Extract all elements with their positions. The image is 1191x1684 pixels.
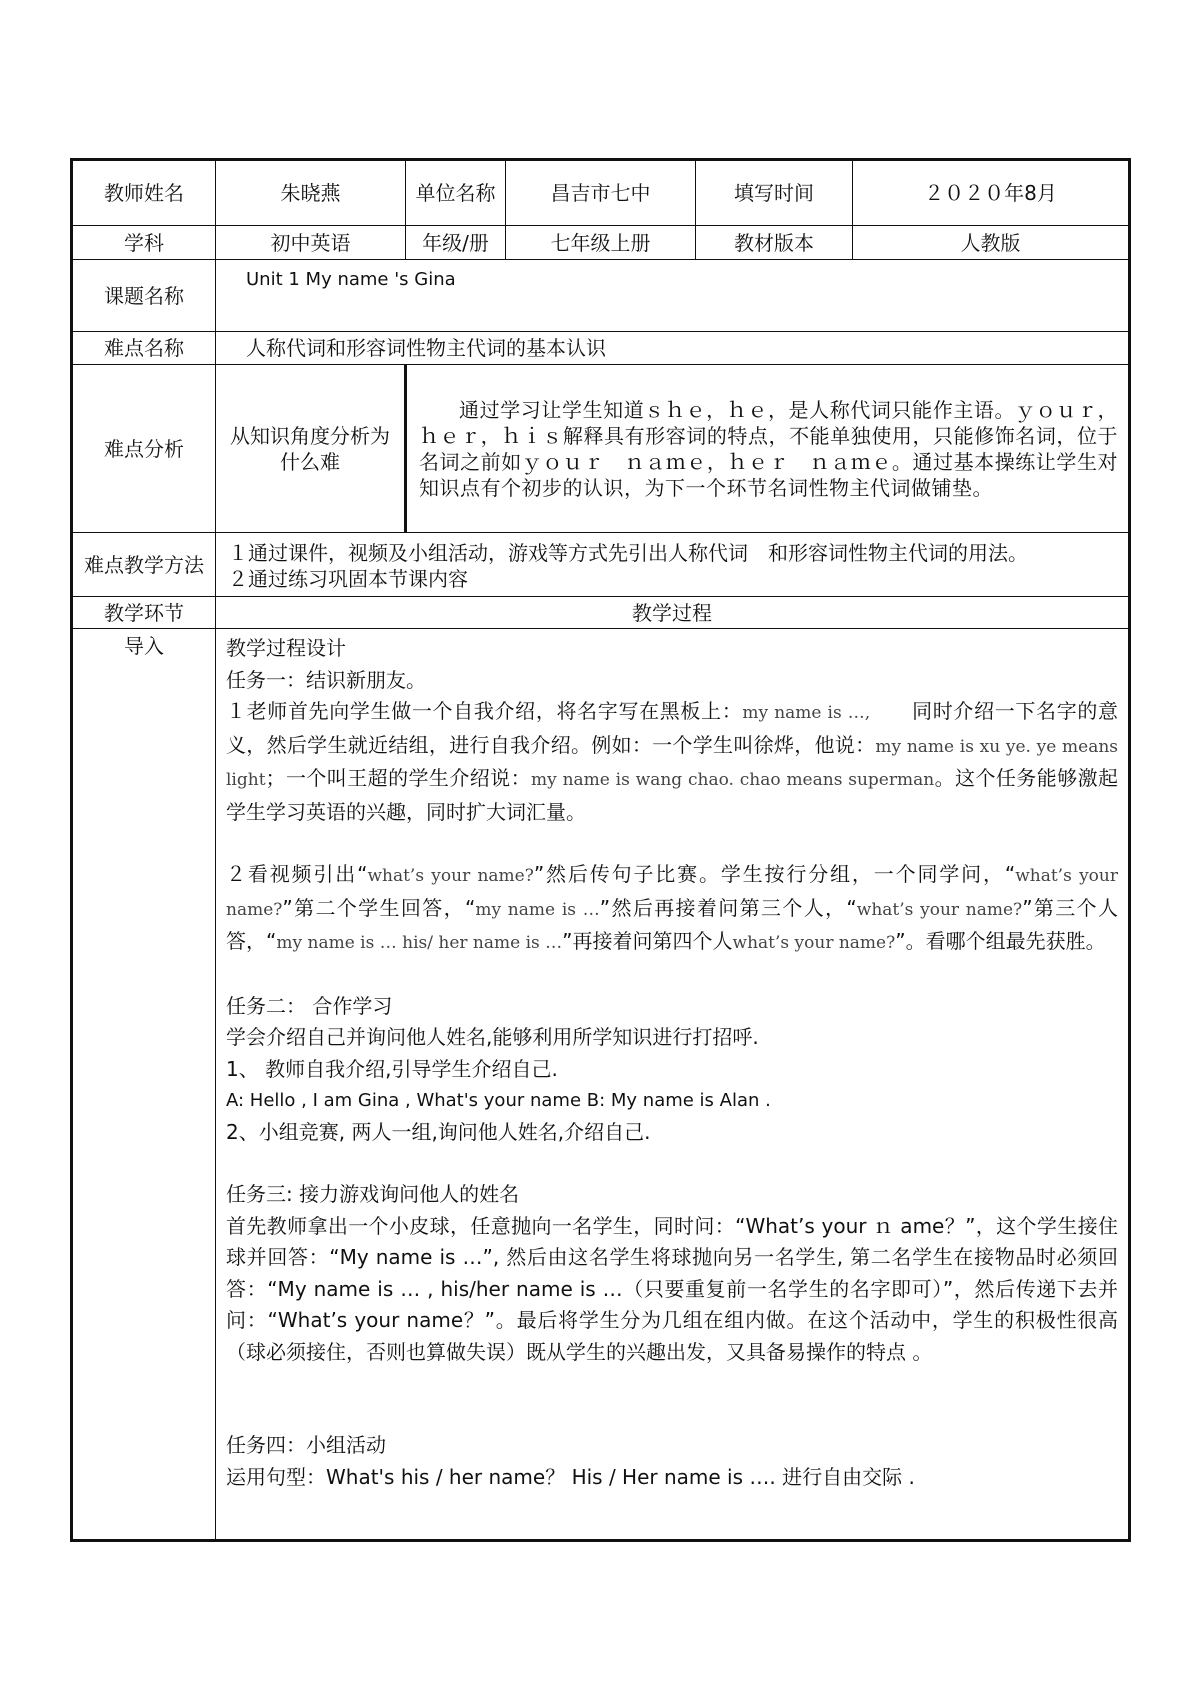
unit-label: 单位名称 (406, 160, 506, 226)
method-text (216, 533, 1130, 597)
task2-item-1: 1、 教师自我介绍,引导学生介绍自己. (226, 1056, 558, 1081)
task1-paragraph-2 (226, 859, 1118, 960)
teacher-label: 教师姓名 (72, 160, 216, 226)
header-row-1 (72, 160, 1130, 226)
task1-p1-text-f: my name is wang chao. chao means superman (531, 770, 935, 790)
task4-title: 任务四：小组活动 (226, 1433, 386, 1457)
grade-label: 年级/册 (406, 226, 506, 260)
spacer (226, 1148, 1118, 1179)
task1-p2-text-g: ”然后再接着问第三个人，“ (599, 895, 857, 920)
stage-header-row (72, 597, 1130, 629)
task1-p2-text-l: what’s your name? (732, 933, 896, 953)
task2-title: 任务二： 合作学习 (226, 993, 393, 1018)
analysis-text: 通过学习让学生知道ｓｈｅ，ｈｅ，是人称代词只能作主语。ｙｏｕｒ，ｈｅｒ，ｈｉｓ解释具有形容词的特点，不能单独使用，只能修饰名词，位于名词之前如ｙｏｕｒ ｎａｍｅ，ｈｅｒ ｎａｍｅ。通过基本操练让学生对知识点有个初步的认识，为下一个环节名词性物主代词做铺垫。 (406, 365, 1130, 533)
subject-label: 学科 (72, 226, 216, 260)
task1-p2-text-f: my name is … (475, 899, 600, 920)
design-title: 教学过程设计 (226, 636, 346, 660)
difficulty-label: 难点名称 (72, 332, 216, 365)
edition-value: 人教版 (853, 226, 1130, 260)
analysis-label: 难点分析 (72, 365, 216, 533)
spacer (226, 828, 1118, 859)
process-stage: 导入 (72, 629, 216, 1541)
header-row-2 (72, 226, 1130, 260)
difficulty-value: 人称代词和形容词性物主代词的基本认识 (216, 332, 1130, 365)
task1-p1-text-g: 。这个任务能够激起学生学习英语的兴趣，同时扩大词汇量。 (226, 766, 1118, 824)
method-line-1: １通过课件，视频及小组活动，游戏等方式先引出人称代词 和形容词性物主代词的用法。 (228, 540, 1028, 565)
task1-p1-text-b: my name is …, (742, 703, 871, 723)
task1-p2-text-b: what’s your name? (367, 866, 534, 886)
analysis-sub-label: 从知识角度分析为什么难 (216, 365, 406, 533)
task2-intro: 学会介绍自己并询问他人姓名,能够利用所学知识进行打招呼. (226, 1025, 759, 1049)
topic-label: 课题名称 (72, 260, 216, 332)
subject-value: 初中英语 (216, 226, 406, 260)
unit-value: 昌吉市七中 (506, 160, 696, 226)
task1-p2-text-c: ”然后传句子比赛。学生按行分组，一个同学问，“ (533, 862, 1016, 886)
method-row (72, 533, 1130, 597)
method-label: 难点教学方法 (72, 533, 216, 597)
teacher-value: 朱晓燕 (216, 160, 406, 226)
difficulty-row (72, 332, 1130, 365)
date-value: ２０２０年8月 (853, 160, 1130, 226)
task1-paragraph-1 (226, 696, 1118, 828)
task1-p2-text-m: ”。看哪个组最先获胜。 (895, 929, 1106, 953)
task3-text: 首先教师拿出一个小皮球，任意抛向一名学生，同时问：“What’s your ｎ ame？”，这个学生接住球并回答：“My name is …”, 然后由这名学生将球抛向另一名学生, 第二名学生在接物品时必须回答：“My name is … , his/her name is …（只要重复前一名学生的名字即可）”，然后传递下去并问：“What’s your name？”。最后将学生分为几组在组内做。在这个活动中，学生的积极性很高（球必须接住，否则也算做失误）既从学生的兴趣出发，又具备易操作的特点 。 (226, 1213, 1118, 1364)
process-content (216, 629, 1130, 1541)
topic-row (72, 260, 1130, 332)
task1-p2-text-e: ”第二个学生回答，“ (282, 895, 476, 920)
grade-value: 七年级上册 (506, 226, 696, 260)
edition-label: 教材版本 (696, 226, 853, 260)
task1-p2-text-h: what’s your name? (856, 899, 1023, 920)
task1-p2-text-i: ”第三个人答，“ (226, 895, 1118, 953)
topic-value: Unit 1 My name 's Gina (216, 260, 1130, 332)
analysis-row (72, 365, 1130, 533)
spacer (226, 960, 1118, 991)
task1-p1-text-a: １老师首先向学生做一个自我介绍，将名字写在黑板上： (226, 699, 743, 723)
task3-title: 任务三: 接力游戏询问他人的姓名 (226, 1182, 520, 1206)
task2-dialog: A: Hello , I am Gina , What's your name B: My name is Alan . (226, 1090, 771, 1111)
task1-p2-text-d: what’s your name? (226, 866, 1118, 920)
lesson-plan-table (70, 158, 1131, 1542)
task1-p1-text-c: 同时介绍一下名字的意义，然后学生就近结组，进行自我介绍。例如：一个学生叫徐烨，他说： (226, 699, 1119, 757)
date-label: 填写时间 (696, 160, 853, 226)
spacer (226, 1368, 1118, 1430)
task1-p1-text-e: ；一个叫王超的学生介绍说： (265, 766, 532, 790)
task1-p2-text-a: ２看视频引出“ (226, 862, 368, 886)
task2-item-2: 2、小组竞赛, 两人一组,询问他人姓名,介绍自己. (226, 1119, 651, 1144)
method-line-2: ２通过练习巩固本节课内容 (228, 566, 468, 591)
stage-header-label: 教学环节 (72, 597, 216, 629)
task1-p2-text-j: my name is … his/ her name is … (276, 933, 563, 953)
task1-title: 任务一：结识新朋友。 (226, 667, 426, 692)
task4-text: 运用句型：What's his / her name？ His / Her name is …. 进行自由交际 . (226, 1464, 915, 1489)
task1-p1-text-d: my name is xu ye. ye means light (226, 736, 1118, 790)
process-row (72, 629, 1130, 1541)
stage-header-value: 教学过程 (216, 597, 1130, 629)
task1-p2-text-k: ”再接着问第四个人 (562, 929, 733, 953)
